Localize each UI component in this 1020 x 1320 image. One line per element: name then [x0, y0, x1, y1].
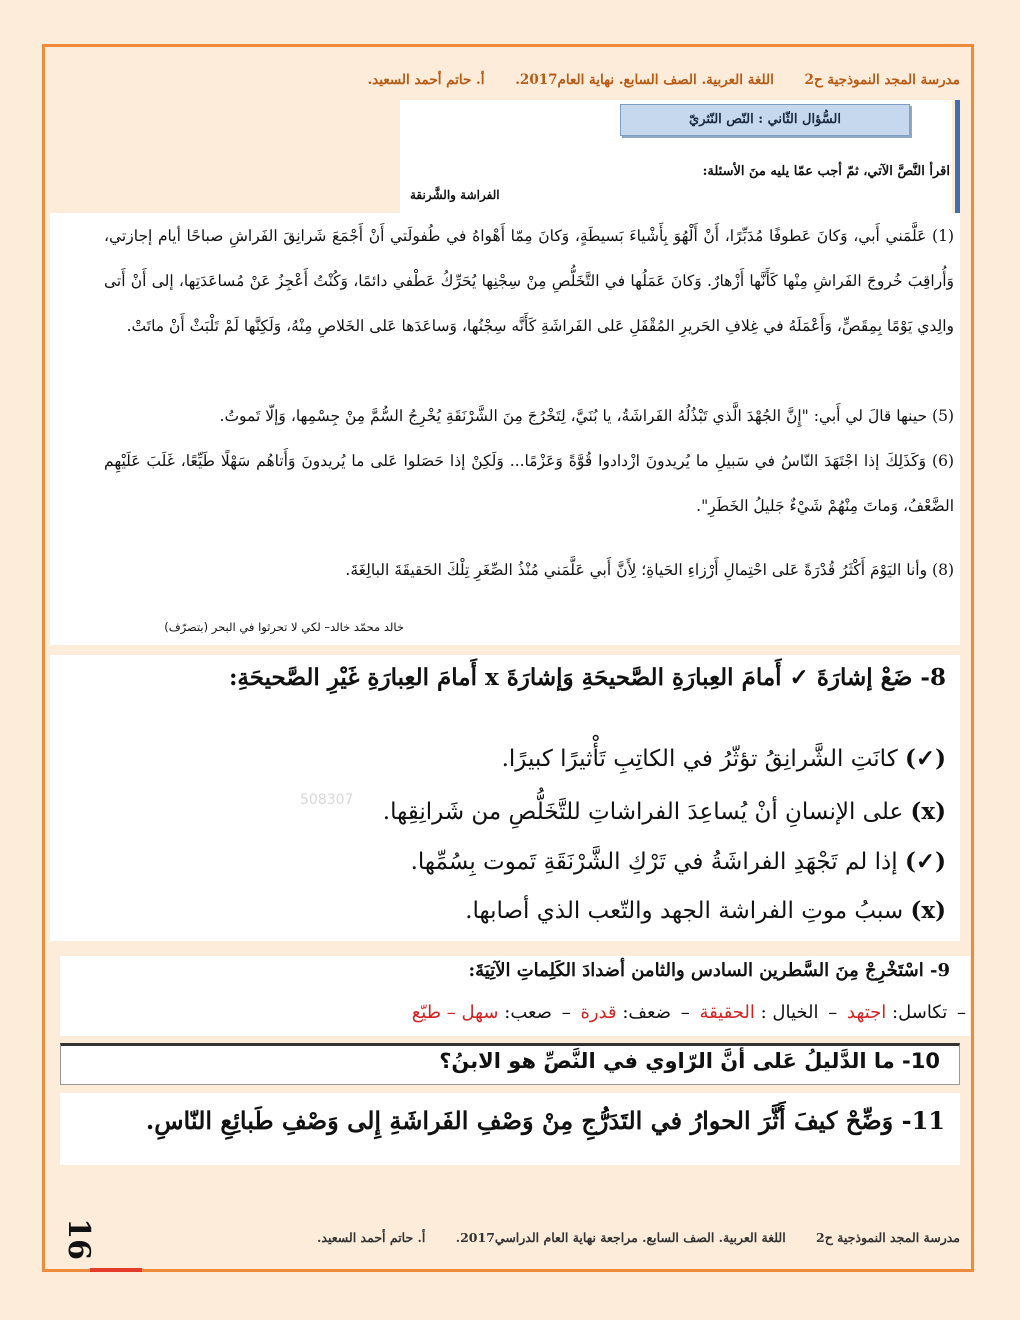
question-8-item — [86, 897, 946, 924]
section-accent-bar — [955, 100, 960, 215]
antonym-word: الخيال : — [760, 1002, 819, 1023]
answer-mark: (✓) — [904, 848, 946, 875]
page-number: 16 — [61, 1218, 96, 1260]
page-header — [240, 72, 960, 88]
passage-paragraph: (5) حينها قالَ لي أَبي: "إِنَّ الجُهْدَ الَّذي تَبْذُلُهُ الفَراشَةُ، يا بُنَيَّ، لِتَخْرُجَ مِنَ الشَّرْنَقَةِ يُخْرِجُ السُّمَّ مِنْ جِسْمِها، وَإلّا تَموتُ. — [219, 407, 954, 425]
answer-mark: (x) — [910, 798, 946, 825]
statement-text: سببُ موتِ الفراشة الجهد والتّعب الذي أصابها. — [465, 898, 904, 924]
passage-paragraph: (1) عَلَّمَني أَبي، وَكانَ عَطوفًا مُدَبِّرًا، أَنْ أَلْهُوَ بِأَشْياءَ بَسيطَةٍ، وَكانَ مِمّا أَهْواهُ في طُفولَتي أَنْ أَجْمَعَ شَرانِقَ الفَراشِ صباحًا أيام إجازتي، وَأُراقِبَ خُروجَ الفَراشِ مِنْها كَأَنَّها أَزْهارٌ. وَكانَ عَمَلُها في التَّخَلُّصِ مِنْ سِجْنِها يُحَرِّكُ عَطْفي دائمًا، وَكُنْتُ أَعْجِزُ عَنْ مُساعَدَتِها، إلى أَنْ أَتى والِدي يَوْمًا بِمِقَصٍّ، وَأَعْمَلَهُ في غِلافِ الحَريرِ المُقْفَلِ عَلى الفَراشَةِ كَأَنَّه سِجْنُها، وَساعَدَها عَلى الخَلاصِ مِنْهُ، وَلَكِنَّها لَمْ تَلْبَثْ أَنْ ماتَتْ. — [104, 227, 954, 335]
question-8-title: 8- ضَعْ إشارَةَ ✓ أَمامَ العِبارَةِ الصَّحيحَةِ وَإشارَةَ x أَمامَ العِبارَةِ غَيْرِ الصَّحيحَةِ: — [228, 664, 946, 691]
passage-paragraph: (8) وأنا اليَوْمَ أَكْثَرُ قُدْرَةً عَلى احْتِمالِ أَرْزاءِ الحَياةِ؛ لِأَنَّ أَبي عَلَّمَني مُنْذُ الصِّغَرِ تِلْكَ الحَقيقَةَ البالِغَةَ. — [345, 561, 954, 579]
statement-text: إذا لم تَجْهَدِ الفراشَةُ في تَرْكِ الشَّرْنَقَةِ تَموت بِسُمِّها. — [410, 849, 898, 875]
statement-text: كانَتِ الشَّرانِقُ تؤثّرُ في الكاتِبِ تَأْثيرًا كبيرًا. — [501, 746, 898, 772]
question-9-title: 9- اسْتَخْرِجْ مِنَ السَّطرين السادس والثامن أضدادَ الكَلِماتِ الآتِيَةَ: — [468, 960, 950, 981]
antonym-answer: سهل – طيّع — [411, 1002, 499, 1023]
question-9-answers: – تكاسل: اجتهد – الخيال : الحقيقة – ضعف: قدرة – صعب: سهل – طيّع — [411, 1002, 966, 1023]
question-8-item — [86, 745, 946, 772]
question-10-text: 10- ما الدَّليلُ عَلى أنَّ الرّاوي في النَّصِّ هو الابنُ؟ — [439, 1049, 940, 1073]
header-subject: اللغة العربية. الصف السابع. نهاية العام2017. — [515, 72, 774, 88]
antonym-word: صعب: — [504, 1002, 552, 1023]
footer-teacher: أ. حاتم أحمد السعيد. — [317, 1230, 426, 1245]
passage-source: خالد محمّد خالد– لكي لا تحرثوا في البحر (بتصرّف) — [164, 620, 404, 634]
instruction-text: اقرأ النَّصَّ الآتي، ثمّ أجب عمّا يليه منَ الأسئلة: — [702, 164, 950, 179]
question-11-text: 11- وَضِّحْ كيفَ أَثَّرَ الحوارُ في التَدَرُّجِ مِنْ وَصْفِ الفَراشَةِ إِلى وَصْفِ طَبائِعِ النّاسِ. — [145, 1106, 945, 1135]
header-teacher: أ. حاتم أحمد السعيد. — [367, 72, 485, 88]
antonym-word: تكاسل: — [892, 1002, 948, 1023]
antonym-word: ضعف: — [622, 1002, 672, 1023]
answer-mark: (x) — [910, 897, 946, 924]
footer-subject: اللغة العربية. الصف السابع. مراجعة نهاية العام الدراسي2017. — [455, 1230, 786, 1245]
section-label: السُّؤال الثّاني : النّص النّثريّ — [620, 104, 910, 136]
antonym-answer: قدرة — [580, 1002, 617, 1023]
watermark: 508307 — [300, 792, 354, 808]
statement-text: على الإنسانِ أنْ يُساعِدَ الفراشاتِ للتَّخَلُّصِ من شَرانِقِها. — [382, 799, 904, 825]
page-number-underline — [90, 1268, 142, 1272]
question-8-item — [86, 798, 946, 825]
header-school: مدرسة المجد النموذجية ح2 — [804, 72, 960, 88]
question-8-item — [86, 848, 946, 875]
page-footer — [240, 1230, 960, 1245]
answer-mark: (✓) — [904, 745, 946, 772]
antonym-answer: الحقيقة — [699, 1002, 755, 1023]
passage-paragraph: (6) وَكَذَلِكَ إذا اجْتَهَدَ النّاسُ في سَبيلِ ما يُريدونَ ازْدادوا قُوَّةً وَعَزْمًا... وَلَكِنْ إذا حَصَلوا عَلى ما يُريدونَ وَأَتاهُم سَهْلًا طَيِّعًا، غَلَبَ عَلَيْهِم الضَّعْفُ، وَماتَ مِنْهُمْ شَيْءٌ جَليلُ الخَطَرِ". — [104, 452, 954, 515]
passage-title: الفراشة والشَّرنقة — [410, 188, 500, 202]
antonym-answer: اجتهد — [847, 1002, 887, 1023]
footer-school: مدرسة المجد النموذجية ح2 — [816, 1230, 960, 1245]
